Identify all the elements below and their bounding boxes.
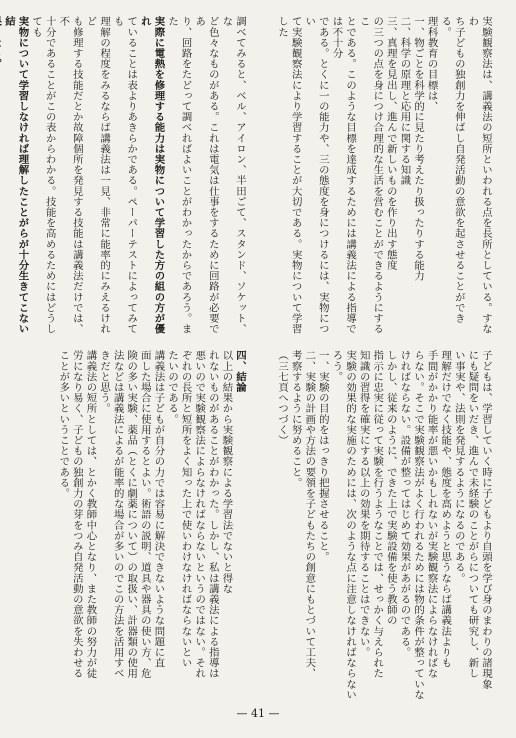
list-item: 三、真理を見出し、進んで新しいものを作り出す態度: [384, 16, 397, 271]
section-heading: 四、結論: [234, 350, 246, 393]
paragraph-line: 理科教育の目標は、: [425, 16, 438, 112]
page-number: — 41 —: [236, 707, 280, 720]
paragraph-line: ければならない。設備が整ってはじめて効果があがるのである。: [398, 350, 411, 658]
paragraph-line: 面した場合に使用するとよい。術語の説明、道具や器具の使い方、危: [138, 350, 151, 679]
paragraph-line: 理解の程度をみるならば講義法は一見、非常に能率的にみえるけれど: [84, 16, 111, 334]
paragraph-line: れないものがあることがわかった。しかし、私は講義法による指導は: [206, 350, 219, 679]
paragraph-line: [0, 16, 1, 334]
paragraph-line: 実験の効果的な実施のためには、次のような点に注意しなければならない: [344, 350, 357, 700]
paragraph-line: たいのである。: [166, 350, 179, 425]
list-item: 一、実験の目的をはっきり把握させること。: [316, 350, 329, 562]
paragraph-line: 子どもは、学習していく時に子どもより自頭を学び身のまわりの諸現象: [480, 350, 492, 690]
paragraph-line: 法などは講義法によるが能率的な場合が多いのでこの方法を活用すべ: [111, 350, 124, 679]
paragraph-line: 実際に電熱を修理する能力は実物について学習した方の組の方が優れ: [138, 16, 165, 334]
text-column-bottom-right: [270, 350, 492, 706]
paragraph-line: ていることは表よりあきらかである。ペーパーテストによってみても: [111, 16, 138, 334]
paragraph-line: 悪いので実験観察法によらなければならないというのではない。それ: [193, 350, 206, 679]
list-item: 二、実験の計画や方法の要領を子どもたちの創意にもとづいて工夫、: [303, 350, 316, 679]
text-column-bottom-left: [28, 350, 246, 706]
list-item: 一、物ごとを科学的に見たり考えたり扱ったりする能力: [412, 16, 425, 281]
list-item: 二、科学の原理と応用に関する知識: [398, 16, 411, 186]
paragraph-line: 実物について学習しなければ理解したことがらが十分生きてこない結: [2, 16, 29, 334]
paragraph-line: にも疑問をいだき、進んで未経験のことがらについても研究し、新し: [466, 350, 479, 679]
paragraph-line: しかし、従来のように、できた上で実験設備を使う教師の: [384, 350, 397, 626]
paragraph-line: 険の多い実験、薬品（とくに劇薬について）の取扱い、計器類の使用: [125, 350, 138, 679]
paragraph-line: ことが多いということである。: [57, 350, 70, 499]
paragraph-line: 労になり易く、子どもの独創力の芽をつみ自発活動の意欲を失わせる: [70, 350, 83, 679]
paragraph-line: とである。このような目標を達成するためには講義法による指導では不十分: [330, 16, 357, 334]
paragraph-line: 手間がかかり能率が悪いかもしれないが実験観察法によらなければな: [425, 350, 438, 679]
list-item: 考察するように努めること。: [289, 350, 302, 488]
paragraph-line: である。とくに一の能力や、三の態度を身につけるには、実物につい: [303, 16, 329, 334]
paragraph-line: 実験観察法は、講義法の短所といわれる点を長所としている。すなわ: [466, 16, 492, 334]
paragraph-line: も修理する技能だとか故障個所を発見する技能は講義法だけでは、不: [57, 16, 83, 334]
text-column-top-left: [2, 16, 246, 334]
paragraph-line: ぞれの長所と短所をよく知った上で使いわけなければならないとい: [179, 350, 192, 668]
paragraph-line: の三つの点を身につけ合理的な生活を営むことができるようにするこ: [357, 16, 384, 334]
paragraph-line: 十分であることがこの表からわかる。技能を高めるためにはどうしても: [30, 16, 56, 334]
text-column-top-right: [270, 16, 492, 334]
paragraph-line: 指示に忠実に従って実験を行うようなことでは、せっかく与えられた: [371, 350, 384, 679]
paragraph-line: い事実や、法則を発見するようになるのである。: [452, 350, 465, 584]
paragraph-line: きだと思う。: [98, 350, 111, 414]
paragraph-line: 理解だけでなく技能や、態度を高めようと思うならば講義法よりも: [439, 350, 452, 668]
paragraph-line: 講義法は子どもが自分の力では容易に解決できないような問題に直: [152, 350, 165, 668]
paragraph-line: ろう。: [330, 350, 343, 382]
paragraph-line: 以上の結果から実験観察による学習法でないと得な: [220, 350, 233, 594]
paragraph-line: 講義法の短所としては、とかく教師中心となり、また教師の努力が徒: [84, 350, 97, 679]
paragraph-line: ち子どもの独創力を伸ばし自発活動の意欲を起させることができる。: [439, 16, 465, 324]
paragraph-line: 調べてみると、ベル、アイロン、半田ごて、スタンド、ソケット、な: [220, 16, 246, 334]
paragraph-line: 知識の習得を確実にする以上の効果を期待することはできない。: [357, 350, 370, 658]
paragraph-line: て実験観察法により学習することが大切である。実物について学習した: [276, 16, 302, 334]
paragraph-line: ど色々なものがある。これは電気は仕事をするために回路が必要であ: [193, 16, 219, 334]
paragraph-line: り、回路をたどって調べればよいことがわかったからであろう。また: [166, 16, 192, 334]
continuation-note: （三七頁へつづく）: [276, 350, 289, 446]
paragraph-line: らない。そこで実験観察法がよく行われるためには物的条件が整っていな: [412, 350, 425, 700]
